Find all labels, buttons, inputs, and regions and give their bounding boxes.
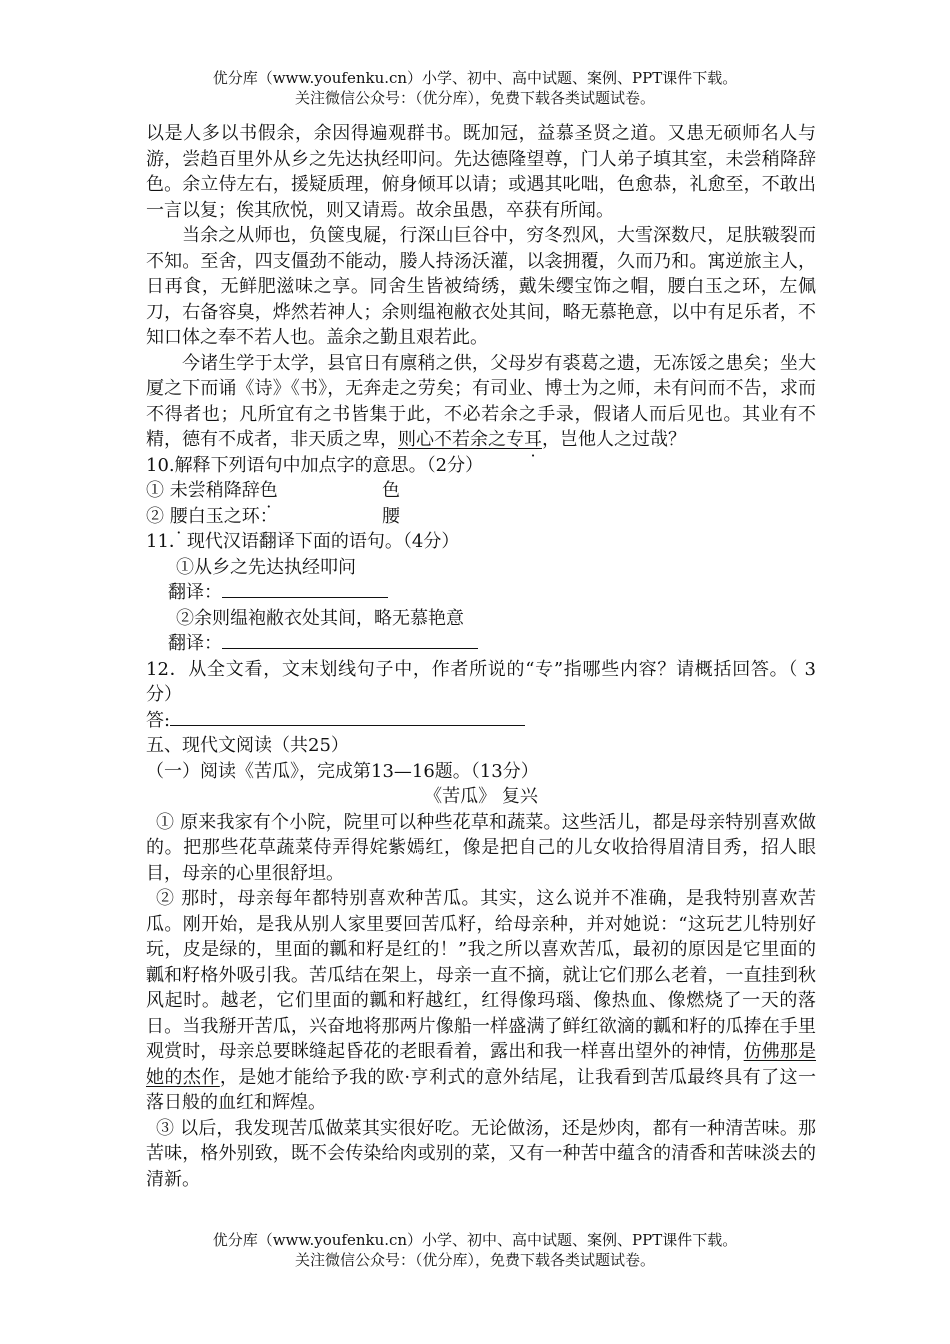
dotted-char-se: 色 [259, 480, 278, 501]
q10-item-2: ② 腰白玉之环： 腰 [146, 504, 816, 530]
essay-title: 《苦瓜》 复兴 [424, 786, 538, 807]
dotted-char-zhuan: 专 [506, 429, 524, 450]
q10-item-1: ① 未尝稍降辞色 色 [146, 478, 816, 504]
footer-line-1: 优分库（www.youfenku.cn）小学、初中、高中试题、案例、PPT课件下载。 [212, 1231, 738, 1249]
q10-stem: 10.解释下列语句中加点字的意思。（2分） [146, 454, 484, 476]
q10-answer-1: 色 [382, 480, 400, 501]
essay-para-3: ③ 以后，我发现苦瓜做菜其实很好吃。无论做汤，还是炒肉，都有一种清苦味。那苦味，格外别致，既不会传染给肉或别的菜，又有一种苦中蕴含的清香和苦味淡去的清新。 [146, 1117, 816, 1190]
essay-para-1: ① 原来我家有个小院，院里可以种些花草和蔬菜。这些活儿，都是母亲特别喜欢做的。把那些花草蔬菜侍弄得姹紫嫣红，像是把自己的儿女收拾得眉清目秀，招人眼目，母亲的心里很舒坦。 [146, 811, 816, 884]
section-5-sub: （一）阅读《苦瓜》，完成第13—16题。（13分） [146, 760, 539, 782]
classical-para-3-text: 今诸生学于太学，县官日有廪稍之供，父母岁有裘葛之遗，无冻馁之患矣；坐大厦之下而诵《诗》《书》，无奔走之劳矣；有司业、博士为之师，未有问而不告，求而不得者也；凡所宜有之书皆集于此，不必若余之手录，假诸人而后见也。其业有不精，德有不成者，非天质之卑， [146, 352, 816, 450]
q11-translate-2: 翻译： [146, 631, 816, 657]
essay-para-2: ② 那时，母亲每年都特别喜欢种苦瓜。其实，这么说并不准确，是我特别喜欢苦瓜。刚开始，是我从别人家里要回苦瓜籽，给母亲种，并对她说：“这玩艺儿特别好玩，皮是绿的，里面的瓤和籽是红的！”我之所以喜欢苦瓜，最初的原因是它里面的瓤和籽格外吸引我。苦瓜结在架上，母亲一直不摘，就让它们那么老着，一直挂到秋风起时。越老，它们里面的瓤和籽越红，红得像玛瑙、像热血、像燃烧了一天的落日。当我掰开苦瓜，兴奋地将那两片像船一样盛满了鲜红欲滴的瓤和籽的瓜捧在手里观赏时，母亲总要眯缝起昏花的老眼看着，露出和我一样喜出望外的神情，仿佛那是她的杰作，是她才能给予我的欧·亨利式的意外结尾，让我看到苦瓜最终具有了这一落日般的血红和辉煌。 [146, 888, 817, 1113]
q10-answer-2: 腰 [382, 505, 400, 527]
q11-translate-1: 翻译： [146, 580, 816, 606]
q12-answer-line: 答: [146, 708, 816, 734]
answer-blank-3[interactable] [170, 709, 525, 726]
underlined-sentence: 则心不若余之专耳 [398, 429, 542, 450]
q11-stem: 11．现代汉语翻译下面的语句。（4分） [146, 531, 460, 552]
header-line-1: 优分库（www.youfenku.cn）小学、初中、高中试题、案例、PPT课件下载。 [212, 69, 738, 87]
q11-sentence-2: ②余则缊袍敝衣处其间，略无慕艳意 [176, 607, 464, 629]
dotted-char-yao: 腰 [169, 505, 188, 527]
page-footer [0, 1230, 950, 1270]
q11-sentence-1: ①从乡之先达执经叩问 [176, 556, 356, 578]
classical-para-3: 今诸生学于太学，县官日有廪稍之供，父母岁有裘葛之遗，无冻馁之患矣；坐大厦之下而诵《诗》《书》，无奔走之劳矣；有司业、博士为之师，未有问而不告，求而不得者也；凡所宜有之书皆集于此，不必若余之手录，假诸人而后见也。其业有不精，德有不成者，非天质之卑，则心不若余之专耳，岂他人之过哉？ [146, 352, 816, 450]
document-body [146, 121, 816, 1192]
classical-para-1: 以是人多以书假余，余因得遍观群书。既加冠，益慕圣贤之道。又患无硕师名人与游，尝趋百里外从乡之先达执经叩问。先达德隆望尊，门人弟子填其室，未尝稍降辞色。余立侍左右，援疑质理，俯身倾耳以请；或遇其叱咄，色愈恭，礼愈至，不敢出一言以复；俟其欣悦，则又请焉。故余虽愚，卒获有所闻。 [146, 123, 816, 221]
page-header [0, 68, 950, 108]
q12-stem: 12．从全文看，文末划线句子中，作者所说的“专”指哪些内容？请概括回答。（ 3 分） [146, 658, 816, 705]
classical-para-2: 当余之从师也，负箧曳屣，行深山巨谷中，穷冬烈风，大雪深数尺，足肤皲裂而不知。至舍，四支僵劲不能动，媵人持汤沃灌，以衾拥覆，久而乃和。寓逆旅主人，日再食，无鲜肥滋味之享。同舍生皆被绮绣，戴朱缨宝饰之帽，腰白玉之环，左佩刀，右备容臭，烨然若神人；余则缊袍敝衣处其间，略无慕艳意，以中有足乐者，不知口体之奉不若人也。盖余之勤且艰若此。 [146, 225, 816, 348]
answer-blank-2[interactable] [222, 632, 478, 649]
footer-line-2: 关注微信公众号：（优分库），免费下载各类试题试卷。 [294, 1251, 655, 1269]
section-5-heading: 五、现代文阅读（共25） [146, 735, 349, 756]
answer-blank-1[interactable] [222, 581, 388, 598]
underlined-phrase: 仿佛那是她的杰作 [146, 1041, 817, 1088]
header-line-2: 关注微信公众号：（优分库），免费下载各类试题试卷。 [294, 89, 655, 107]
